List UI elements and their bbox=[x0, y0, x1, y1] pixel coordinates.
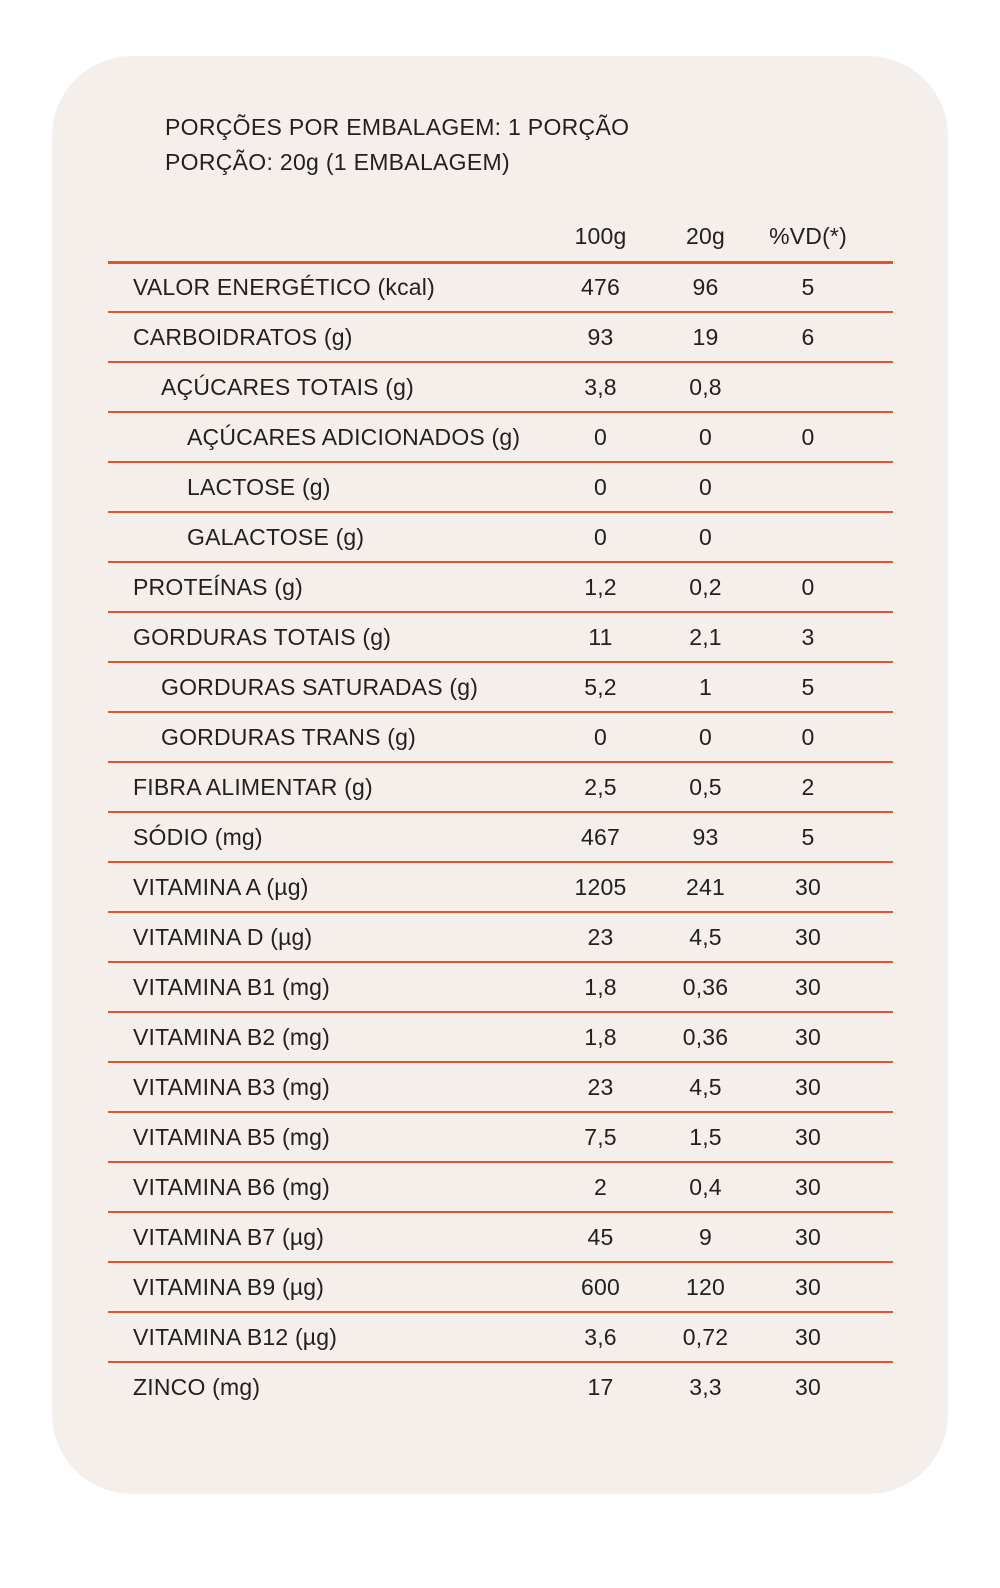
value-per-100g: 45 bbox=[587, 1223, 614, 1250]
value-daily-pct: 5 bbox=[801, 673, 815, 700]
value-per-100g: 1,2 bbox=[584, 573, 617, 600]
nutrient-label: VITAMINA B5 (mg) bbox=[133, 1123, 331, 1150]
value-per-100g: 17 bbox=[587, 1373, 614, 1400]
value-daily-pct: 3 bbox=[801, 623, 815, 650]
value-per-100g: 3,6 bbox=[584, 1323, 617, 1350]
value-daily-pct: 30 bbox=[795, 1323, 821, 1350]
value-per-100g: 0 bbox=[594, 423, 607, 450]
value-per-100g: 7,5 bbox=[584, 1123, 617, 1150]
table-row bbox=[108, 1361, 893, 1411]
value-daily-pct: 30 bbox=[795, 1223, 821, 1250]
table-row bbox=[108, 561, 893, 611]
nutrient-label: VITAMINA D (µg) bbox=[133, 923, 313, 950]
table-row bbox=[108, 311, 893, 361]
value-per-100g: 23 bbox=[587, 1073, 614, 1100]
nutrient-label: VITAMINA B12 (µg) bbox=[133, 1323, 338, 1350]
value-daily-pct: 30 bbox=[795, 1073, 821, 1100]
value-daily-pct: 30 bbox=[795, 1373, 821, 1400]
value-per-100g: 93 bbox=[587, 323, 614, 350]
value-per-serving: 0 bbox=[699, 423, 712, 450]
value-daily-pct: 30 bbox=[795, 1173, 821, 1200]
value-daily-pct: 5 bbox=[801, 274, 815, 300]
value-per-serving: 0,8 bbox=[689, 373, 722, 400]
nutrient-label: GORDURAS TRANS (g) bbox=[161, 723, 416, 750]
table-row bbox=[108, 611, 893, 661]
column-header-20g: 20g bbox=[686, 222, 725, 249]
value-daily-pct: 5 bbox=[801, 823, 815, 850]
table-row bbox=[108, 761, 893, 811]
nutrient-label: VITAMINA B6 (mg) bbox=[133, 1173, 331, 1200]
value-per-100g: 5,2 bbox=[584, 673, 617, 700]
nutrient-label: ZINCO (mg) bbox=[133, 1373, 261, 1400]
value-per-serving: 0,36 bbox=[682, 973, 729, 1000]
value-per-serving: 4,5 bbox=[689, 923, 722, 950]
nutrient-label: GORDURAS TOTAIS (g) bbox=[133, 623, 392, 650]
nutrient-label: CARBOIDRATOS (g) bbox=[133, 323, 353, 350]
nutrient-label: VITAMINA B7 (µg) bbox=[133, 1223, 325, 1250]
value-daily-pct: 6 bbox=[801, 323, 815, 350]
table-row bbox=[108, 1161, 893, 1211]
value-daily-pct: 2 bbox=[801, 773, 815, 800]
value-per-100g: 2 bbox=[594, 1173, 607, 1200]
value-daily-pct: 0 bbox=[801, 423, 815, 450]
serving-size: PORÇÃO: 20g (1 EMBALAGEM) bbox=[165, 149, 510, 175]
nutrient-label: VITAMINA B9 (µg) bbox=[133, 1273, 325, 1300]
nutrition-facts-card bbox=[52, 56, 948, 1494]
value-daily-pct: 30 bbox=[795, 873, 821, 900]
column-header-vd: %VD(*) bbox=[769, 222, 847, 249]
value-per-serving: 0,5 bbox=[689, 773, 722, 800]
value-per-100g: 600 bbox=[581, 1273, 620, 1300]
nutrition-table bbox=[108, 211, 893, 1411]
table-row bbox=[108, 711, 893, 761]
table-row bbox=[108, 961, 893, 1011]
table-header-row bbox=[108, 211, 893, 261]
value-per-100g: 11 bbox=[588, 623, 613, 650]
nutrient-label: VALOR ENERGÉTICO (kcal) bbox=[133, 274, 435, 300]
value-per-100g: 0 bbox=[594, 473, 607, 500]
table-row bbox=[108, 911, 893, 961]
table-row bbox=[108, 361, 893, 411]
table-row bbox=[108, 1211, 893, 1261]
value-per-100g: 467 bbox=[581, 823, 620, 850]
nutrient-label: VITAMINA B3 (mg) bbox=[133, 1073, 331, 1100]
value-per-100g: 23 bbox=[587, 923, 614, 950]
serving-info bbox=[52, 56, 948, 180]
value-per-serving: 19 bbox=[692, 323, 719, 350]
table-body bbox=[108, 261, 893, 1411]
value-per-serving: 0 bbox=[699, 523, 712, 550]
servings-per-package: PORÇÕES POR EMBALAGEM: 1 PORÇÃO bbox=[165, 114, 630, 140]
value-per-serving: 0,36 bbox=[682, 1023, 729, 1050]
nutrient-label: GALACTOSE (g) bbox=[187, 523, 365, 550]
value-per-serving: 0,4 bbox=[689, 1173, 722, 1200]
table-row bbox=[108, 1311, 893, 1361]
value-per-serving: 1 bbox=[699, 673, 712, 700]
nutrient-label: AÇÚCARES TOTAIS (g) bbox=[161, 373, 415, 400]
value-daily-pct: 30 bbox=[795, 973, 821, 1000]
value-per-100g: 1,8 bbox=[584, 973, 617, 1000]
column-header-100g: 100g bbox=[574, 222, 627, 249]
value-daily-pct: 0 bbox=[801, 573, 815, 600]
value-per-serving: 0 bbox=[699, 473, 712, 500]
nutrient-label: FIBRA ALIMENTAR (g) bbox=[133, 773, 373, 800]
nutrient-label: AÇÚCARES ADICIONADOS (g) bbox=[187, 423, 521, 450]
value-per-100g: 0 bbox=[594, 723, 607, 750]
value-per-100g: 1205 bbox=[574, 873, 627, 900]
value-per-100g: 476 bbox=[581, 274, 620, 300]
value-per-100g: 2,5 bbox=[584, 773, 617, 800]
value-per-serving: 96 bbox=[692, 274, 719, 300]
value-daily-pct: 30 bbox=[795, 1123, 821, 1150]
table-row bbox=[108, 511, 893, 561]
table-row bbox=[108, 1011, 893, 1061]
value-per-serving: 4,5 bbox=[689, 1073, 722, 1100]
value-per-100g: 0 bbox=[594, 523, 607, 550]
nutrient-label: LACTOSE (g) bbox=[187, 473, 331, 500]
value-per-serving: 241 bbox=[686, 873, 725, 900]
value-per-serving: 1,5 bbox=[689, 1123, 722, 1150]
value-per-100g: 1,8 bbox=[584, 1023, 617, 1050]
value-per-serving: 0,2 bbox=[689, 573, 722, 600]
table-row bbox=[108, 261, 893, 311]
nutrient-label: PROTEÍNAS (g) bbox=[133, 573, 304, 600]
value-per-serving: 2,1 bbox=[689, 623, 722, 650]
nutrient-label: GORDURAS SATURADAS (g) bbox=[161, 673, 479, 700]
table-row bbox=[108, 1061, 893, 1111]
value-per-serving: 120 bbox=[686, 1273, 725, 1300]
table-row bbox=[108, 1261, 893, 1311]
nutrient-label: VITAMINA A (µg) bbox=[133, 873, 309, 900]
value-per-100g: 3,8 bbox=[584, 373, 617, 400]
value-per-serving: 0,72 bbox=[682, 1323, 729, 1350]
table-row bbox=[108, 1111, 893, 1161]
table-row bbox=[108, 411, 893, 461]
value-per-serving: 3,3 bbox=[689, 1373, 722, 1400]
nutrient-label: VITAMINA B2 (mg) bbox=[133, 1023, 331, 1050]
value-per-serving: 0 bbox=[699, 723, 712, 750]
nutrient-label: SÓDIO (mg) bbox=[133, 823, 263, 850]
value-daily-pct: 30 bbox=[795, 1273, 821, 1300]
table-row bbox=[108, 811, 893, 861]
table-row bbox=[108, 461, 893, 511]
value-per-serving: 9 bbox=[699, 1223, 712, 1250]
table-row bbox=[108, 661, 893, 711]
value-daily-pct: 0 bbox=[801, 723, 815, 750]
table-row bbox=[108, 861, 893, 911]
value-per-serving: 93 bbox=[692, 823, 719, 850]
value-daily-pct: 30 bbox=[795, 1023, 821, 1050]
value-daily-pct: 30 bbox=[795, 923, 821, 950]
nutrient-label: VITAMINA B1 (mg) bbox=[133, 973, 331, 1000]
